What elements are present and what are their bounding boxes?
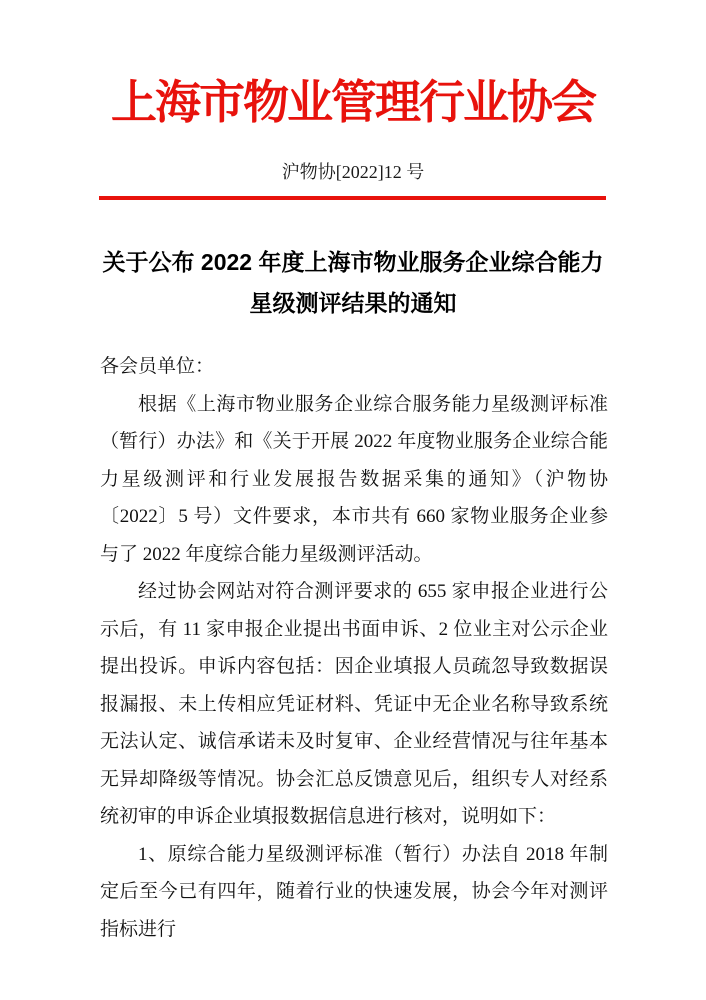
body-paragraph: 根据《上海市物业服务企业综合服务能力星级测评标准（暂行）办法》和《关于开展 2022 年度物业服务企业综合能力星级测评和行业发展报告数据采集的通知》（沪物协〔2022〕5 号）文件要求，本市共有 660 家物业服务企业参与了 2022 年度综合能力星级测评活动。 xyxy=(100,393,608,565)
red-divider-line xyxy=(99,196,606,200)
doc-number: 沪物协[2022]12 号 xyxy=(281,161,425,182)
body-paragraph: 1、原综合能力星级测评标准（暂行）办法自 2018 年制定后至今已有四年，随着行业的快速发展，协会今年对测评指标进行 xyxy=(100,843,608,940)
notice-title-line-2: 星级测评结果的通知 xyxy=(249,290,457,317)
salutation: 各会员单位： xyxy=(100,356,215,378)
notice-title-line-1: 关于公布 2022 年度上海市物业服务企业综合能力 xyxy=(102,249,604,276)
body-paragraph: 经过协会网站对符合测评要求的 655 家申报企业进行公示后，有 11 家申报企业提出书面申诉、2 位业主对公示企业提出投诉。申诉内容包括：因企业填报人员疏忽导致数据误报漏报、未上传相应凭证材料、凭证中无企业名称导致系统无法认定、诚信承诺未及时复审、企业经营情况与往年基本无异却降级等情况。协会汇总反馈意见后，组织专人对经系统初审的申诉企业填报数据信息进行核对，说明如下： xyxy=(100,581,608,828)
notice-body xyxy=(0,348,706,948)
notice-title xyxy=(0,242,706,324)
org-title: 上海市物业管理行业协会 xyxy=(111,77,595,128)
